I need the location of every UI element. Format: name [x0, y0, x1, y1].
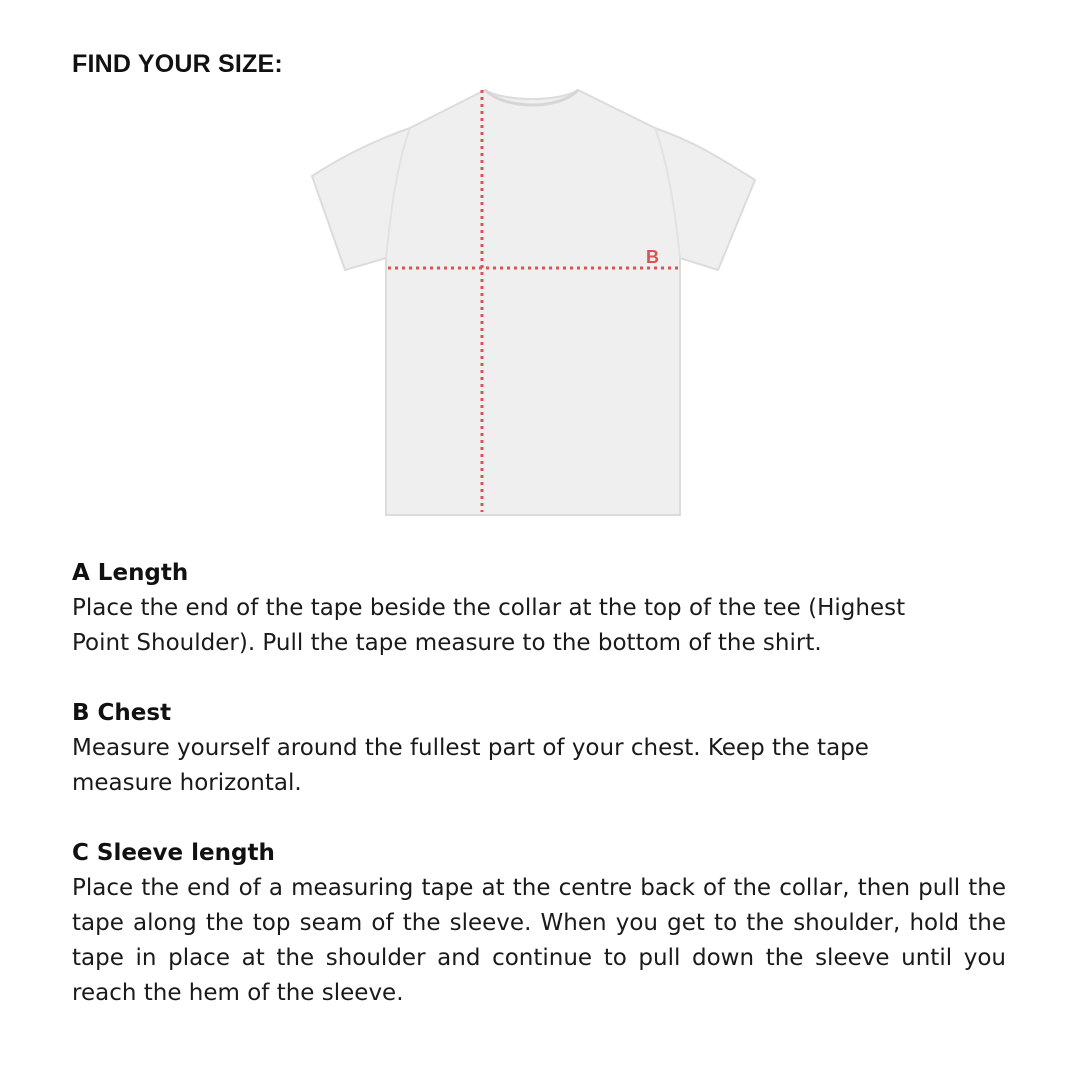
section-body: Place the end of a measuring tape at the centre back of the collar, then pull the tape along the top seam of the sleeve. When you get to the shoulder, hold the tape in place at the shoulder and continue to pull down the sleeve until you reach the hem of the sleeve.: [72, 875, 1006, 1006]
chest-marker-label: B: [646, 247, 659, 267]
section-sleeve-length: [72, 836, 1006, 1011]
section-body: Measure yourself around the fullest part of your chest. Keep the tape measure horizontal.: [72, 735, 869, 796]
section-heading: A Length: [72, 560, 189, 586]
section-chest: [72, 696, 1006, 801]
section-heading: B Chest: [72, 700, 172, 726]
page-title: FIND YOUR SIZE:: [72, 50, 283, 78]
section-heading: C Sleeve length: [72, 840, 275, 866]
tshirt-shape: [312, 90, 755, 515]
section-body: Place the end of the tape beside the collar at the top of the tee (Highest Point Shoulder). Pull the tape measure to the bottom of the shirt.: [72, 595, 906, 656]
tshirt-measurement-diagram: [300, 80, 770, 520]
measurement-instructions: [72, 556, 1006, 1046]
section-length: [72, 556, 1006, 661]
